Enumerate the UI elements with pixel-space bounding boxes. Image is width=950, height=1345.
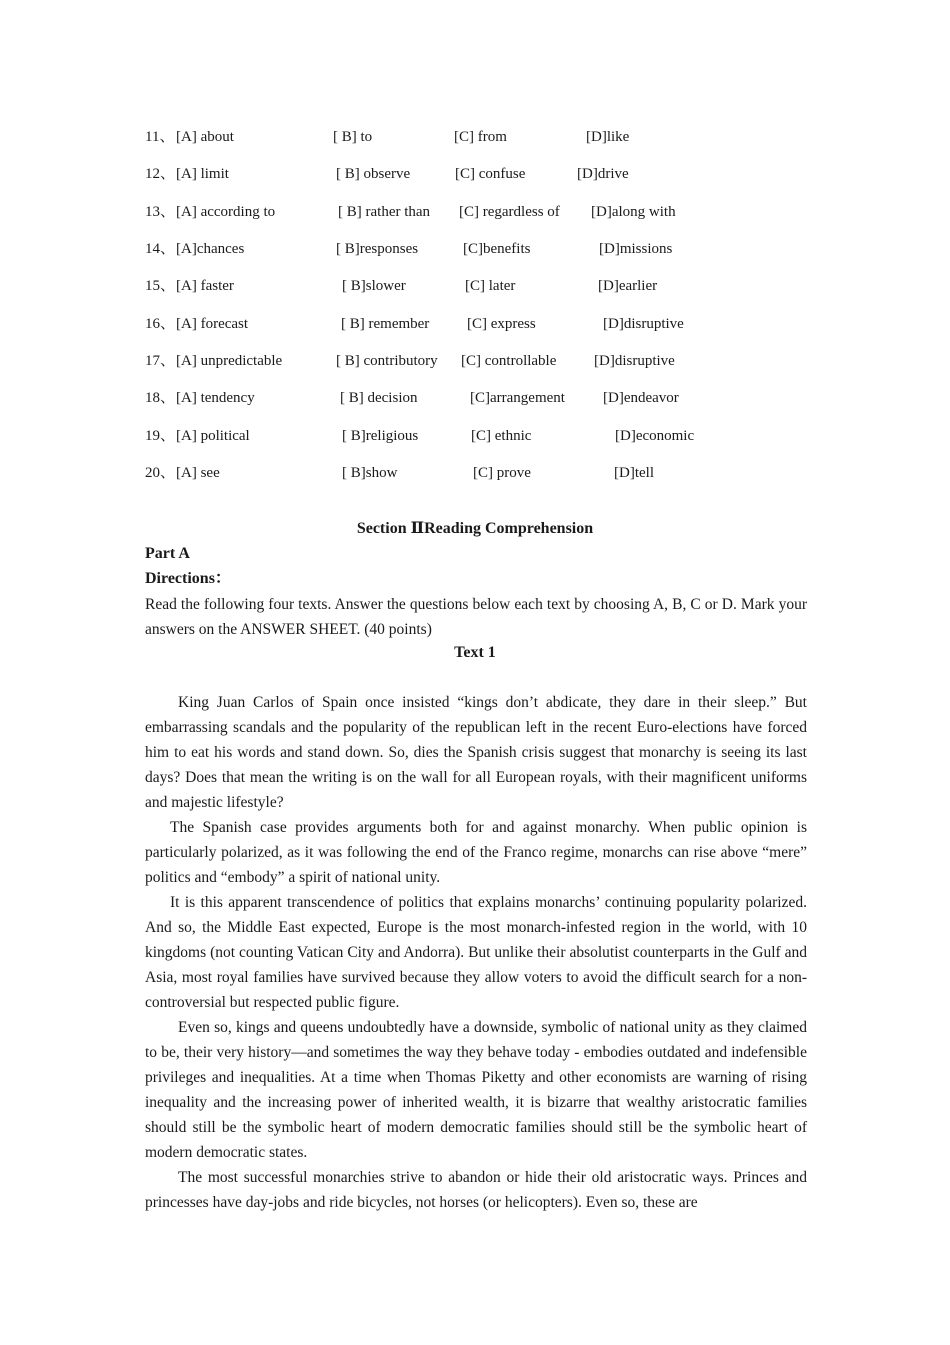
paragraph: It is this apparent transcendence of politics that explains monarchs’ continuing popularity polarized. And so, the Middle East expected, Europe is the most monarch-infested region in the world, with 10 kingdoms (not counting Vatican City and Andorra). But unlike their absolutist counterparts in the Gulf and Asia, most royal families have survived because they allow voters to avoid the difficult search for a non-controversial but respected public figure. — [145, 894, 807, 1011]
option-c: [C] from — [454, 129, 507, 145]
option-d: [D]endeavor — [603, 390, 679, 406]
option-b: [ B]show — [342, 465, 398, 481]
question-number: 13、 — [145, 204, 176, 220]
question-number: 14、 — [145, 241, 176, 257]
option-b: [ B] decision — [340, 390, 418, 406]
option-d: [D]along with — [591, 204, 676, 220]
paragraph: The most successful monarchies strive to abandon or hide their old aristocratic ways. Princes and princesses have day-jobs and ride bicycles, not horses (or helicopters). Even so, these are — [145, 1169, 807, 1211]
paragraph: Even so, kings and queens undoubtedly have a downside, symbolic of national unity as they claimed to be, their very history—and sometimes the way they behave today - embodies outdated and indefensible privileges and inequalities. At a time when Thomas Piketty and other economists are warning of rising inequality and the increasing power of inherited wealth, it is bizarre that wealthy aristocratic families should still be the symbolic heart of modern democratic families should still be the symbolic heart of modern democratic states. — [145, 1019, 807, 1161]
option-b: [ B] remember — [341, 316, 430, 332]
option-a: [A] political — [176, 428, 250, 444]
question-number: 15、 — [145, 278, 176, 294]
option-d: [D]missions — [599, 241, 673, 257]
paragraph: The Spanish case provides arguments both for and against monarchy. When public opinion is particularly polarized, as it was following the end of the Franco regime, monarchs can rise above “mere” politics and “embody” a spirit of national unity. — [145, 819, 807, 886]
option-b: [ B] rather than — [338, 204, 431, 220]
option-c: [C] express — [467, 316, 536, 332]
question-number: 20、 — [145, 465, 176, 481]
option-a: [A]chances — [176, 241, 245, 257]
option-c: [C] prove — [473, 465, 531, 481]
option-b: [ B]responses — [336, 241, 419, 257]
option-a: [A] unpredictable — [176, 353, 283, 369]
option-b: [ B] observe — [336, 166, 411, 182]
option-a: [A] see — [176, 465, 220, 481]
question-number: 11、 — [145, 129, 175, 145]
option-b: [ B] contributory — [336, 353, 438, 369]
option-d: [D]drive — [577, 166, 629, 182]
question-number: 18、 — [145, 390, 176, 406]
option-b: [ B]slower — [342, 278, 406, 294]
option-c: [C] confuse — [455, 166, 526, 182]
option-a: [A] forecast — [176, 316, 249, 332]
option-b: [ B]religious — [342, 428, 419, 444]
option-b: [ B] to — [333, 129, 373, 145]
option-d: [D]like — [586, 129, 630, 145]
option-d: [D]earlier — [598, 278, 658, 294]
part-label: Part A — [145, 545, 190, 562]
option-d: [D]disruptive — [603, 316, 684, 332]
directions-label: Directions： — [145, 570, 231, 587]
option-a: [A] about — [176, 129, 234, 145]
option-a: [A] faster — [176, 278, 234, 294]
section-heading: Section ⅡReading Comprehension — [356, 520, 594, 537]
option-a: [A] according to — [176, 204, 276, 220]
option-c: [C] later — [465, 278, 516, 294]
option-c: [C] ethnic — [471, 428, 532, 444]
option-a: [A] limit — [176, 166, 229, 182]
directions-text: Read the following four texts. Answer the questions below each text by choosing A, B, C or D. Mark your answers on the ANSWER SHEET. (40 points) — [145, 596, 807, 638]
paragraph: King Juan Carlos of Spain once insisted “kings don’t abdicate, they dare in their sleep.” But embarrassing scandals and the popularity of the republican left in the recent Euro-elections have forced him to eat his words and stand down. So, dies the Spanish crisis suggest that monarchy is seeing its last days? Does that mean the writing is on the wall for all European royals, with their magnificent uniforms and majestic lifestyle? — [145, 694, 807, 811]
option-c: [C]benefits — [463, 241, 531, 257]
option-c: [C]arrangement — [470, 390, 565, 406]
question-number: 17、 — [145, 353, 176, 369]
option-c: [C] regardless of — [459, 204, 560, 220]
question-number: 16、 — [145, 316, 176, 332]
option-a: [A] tendency — [176, 390, 255, 406]
passage — [145, 690, 807, 1215]
option-d: [D]disruptive — [594, 353, 675, 369]
question-number: 12、 — [145, 166, 176, 182]
option-d: [D]economic — [615, 428, 695, 444]
option-c: [C] controllable — [461, 353, 557, 369]
text-title: Text 1 — [454, 644, 496, 661]
option-d: [D]tell — [614, 465, 654, 481]
question-number: 19、 — [145, 428, 176, 444]
